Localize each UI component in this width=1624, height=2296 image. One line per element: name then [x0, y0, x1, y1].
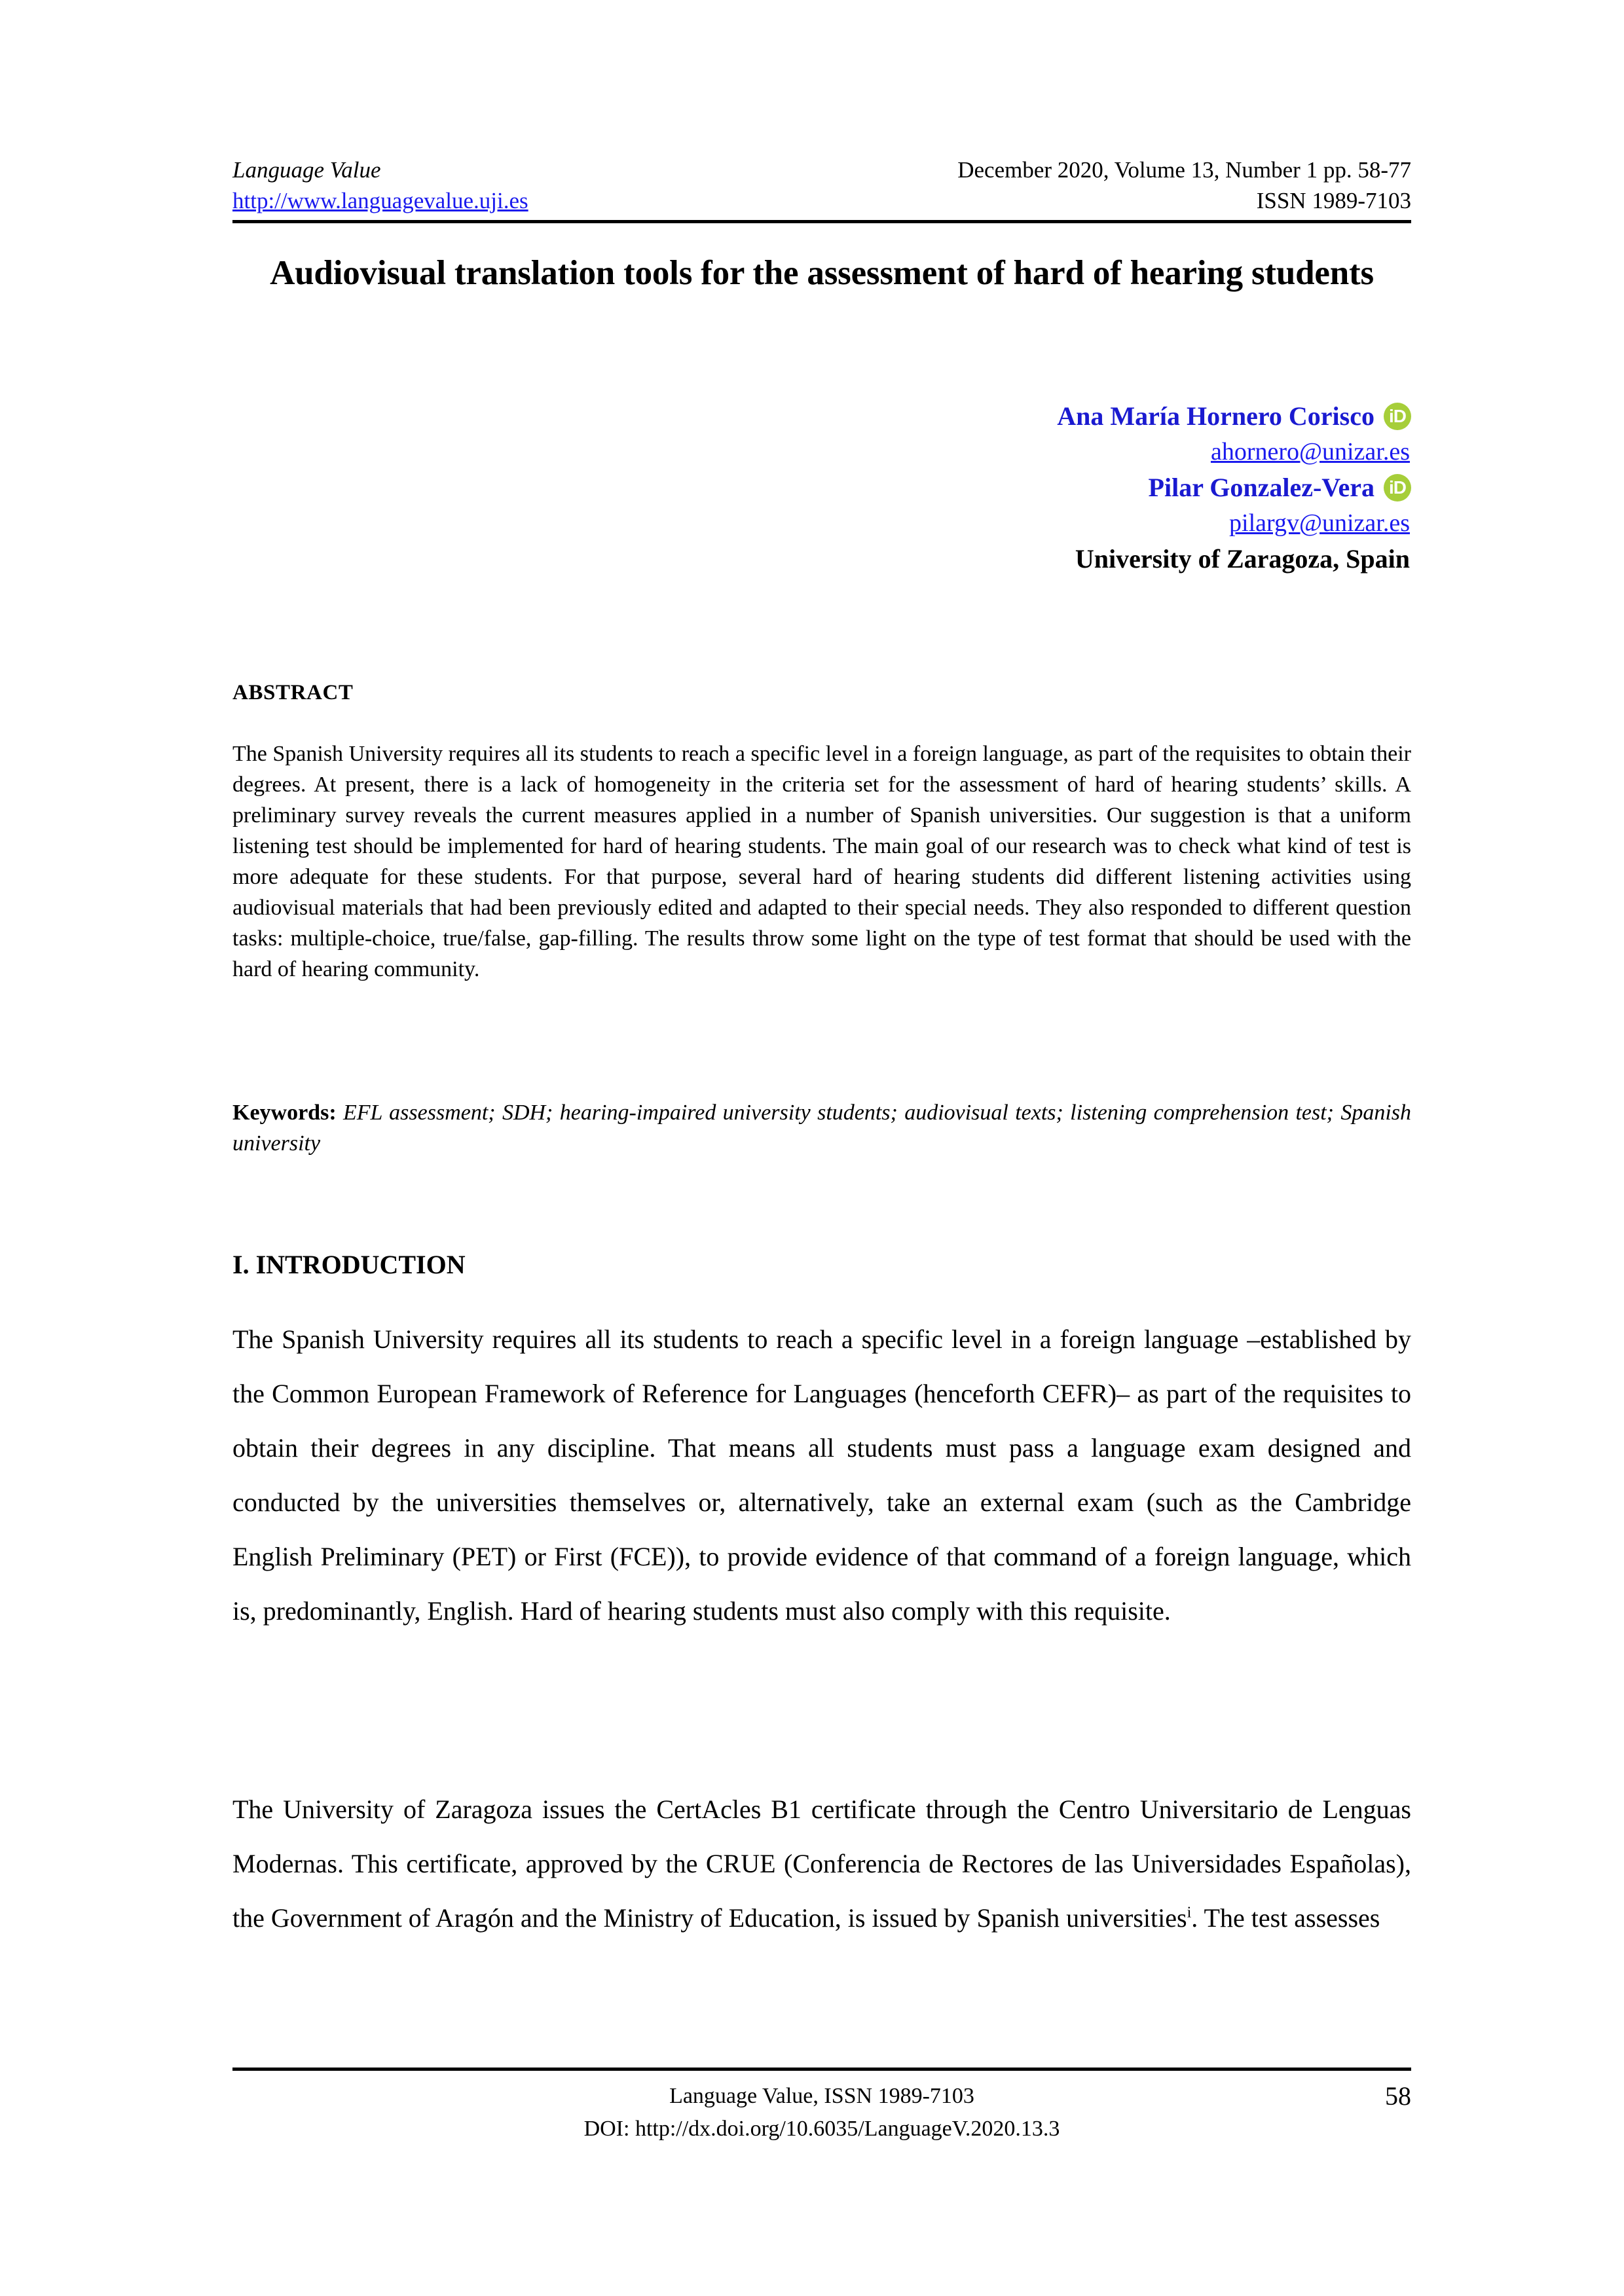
footer-content: [232, 2080, 1411, 2145]
author-email-row: [232, 434, 1411, 469]
page-title: Audiovisual translation tools for the assessment of hard of hearing students: [270, 254, 1374, 292]
header-divider: [232, 220, 1411, 223]
paragraph-text-part: The University of Zaragoza issues the CertAcles B1 certificate through the Centro Universitario de Lenguas Modernas. This certificate, approved by the CRUE (Conferencia de Rectores de las Universidades Españolas), the Government of Aragón and the Ministry of Education, is issued by Spanish universities: [232, 1795, 1411, 1933]
author-email-link[interactable]: ahornero@unizar.es: [1210, 438, 1410, 465]
body-paragraph: [232, 1782, 1411, 1945]
keywords-label: Keywords:: [232, 1101, 337, 1125]
author-email-link[interactable]: pilargv@unizar.es: [1229, 509, 1410, 537]
orcid-id-label: iD: [1389, 477, 1406, 498]
orcid-id-label: iD: [1389, 405, 1406, 426]
issue-info: December 2020, Volume 13, Number 1 pp. 58-77: [957, 157, 1411, 183]
author-name: Ana María Hornero Corisco: [1057, 401, 1375, 431]
footer-journal-line: Language Value, ISSN 1989-7103: [669, 2084, 974, 2108]
author-name-row: [232, 398, 1411, 434]
page-number: 58: [1385, 2081, 1411, 2111]
author-block: [232, 398, 1411, 577]
footer-doi-line: DOI: http://dx.doi.org/10.6035/LanguageV.2020.13.3: [583, 2117, 1060, 2141]
body-paragraph: The Spanish University requires all its students to reach a specific level in a foreign language –established by the Common European Framework of Reference for Languages (henceforth CEFR)– as part of the requisites to obtain their degrees in any discipline. That means all students must pass a language exam designed and conducted by the universities themselves or, alternatively, take an external exam (such as the Cambridge English Preliminary (PET) or First (FCE)), to provide evidence of that command of a foreign language, which is, predominantly, English. Hard of hearing students must also comply with this requisite.: [232, 1324, 1411, 1626]
keywords: [232, 1097, 1411, 1159]
author-name: Pilar Gonzalez-Vera: [1148, 473, 1375, 502]
author-name-row: [232, 469, 1411, 505]
running-head-line-2: [232, 185, 1411, 216]
keywords-text: EFL assessment; SDH; hearing-impaired university students; audiovisual texts; listening comprehension test; Spanish university: [232, 1101, 1411, 1156]
section-heading-introduction: I. INTRODUCTION: [232, 1250, 466, 1279]
running-head-line-1: [232, 155, 1411, 185]
page-footer: [232, 2068, 1411, 2145]
author-email-row: [232, 505, 1411, 541]
running-head: [232, 155, 1411, 223]
affiliation: University of Zaragoza, Spain: [1075, 544, 1410, 574]
abstract-heading: ABSTRACT: [232, 681, 354, 704]
orcid-id-icon[interactable]: [1384, 403, 1411, 430]
footnote-marker[interactable]: i: [1187, 1904, 1192, 1922]
paragraph-text-part: . The test assesses: [1191, 1903, 1380, 1933]
orcid-id-icon[interactable]: [1384, 474, 1411, 501]
journal-name: Language Value: [232, 157, 381, 183]
abstract-text: The Spanish University requires all its students to reach a specific level in a foreign language, as part of the requisites to obtain their degrees. At present, there is a lack of homogeneity in the criteria set for the assessment of hard of hearing students’ skills. A preliminary survey reveals the current measures applied in a number of Spanish universities. Our suggestion is that a uniform listening test should be implemented for hard of hearing students. The main goal of our research was to check what kind of test is more adequate for these students. For that purpose, several hard of hearing students did different listening activities using audiovisual materials that had been previously edited and adapted to their special needs. They also responded to different question tasks: multiple-choice, true/false, gap-filling. The results throw some light on the type of test format that should be used with the hard of hearing community.: [232, 742, 1411, 981]
journal-url-link[interactable]: http://www.languagevalue.uji.es: [232, 188, 528, 213]
footer-divider: [232, 2068, 1411, 2071]
issn-label: ISSN 1989-7103: [1256, 188, 1411, 213]
